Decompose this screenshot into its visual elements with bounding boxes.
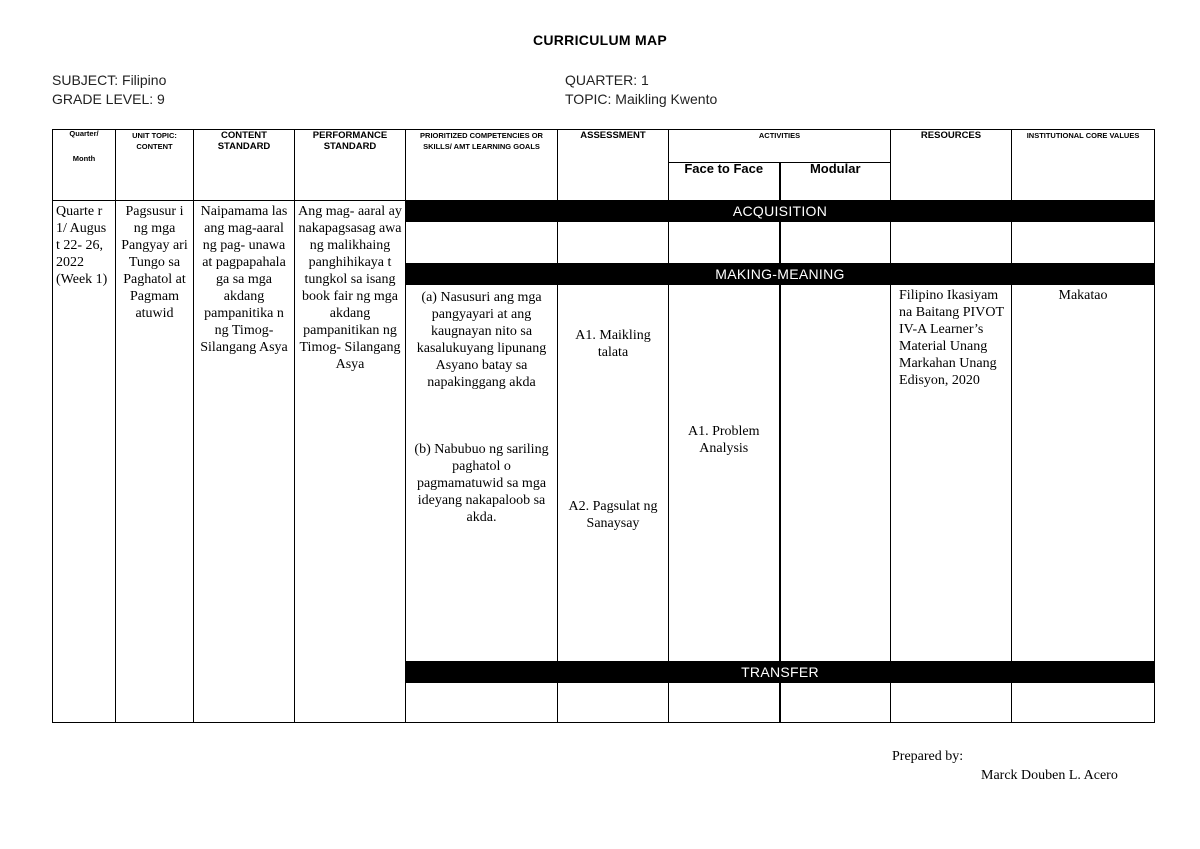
header-resources: RESOURCES [891,130,1012,201]
acq-face-to-face [669,222,780,264]
competency-b: (b) Nabubuo ng sariling paghatol o pagmamatuwid sa mga ideyang nakapaloob sa akda. [414,442,549,525]
acq-resources [891,222,1012,264]
header-performance-standard: PERFORMANCE STANDARD [295,130,406,201]
transfer-core-values [1012,683,1155,723]
assessment-2: A2. Pagsulat ng Sanaysay [568,499,658,531]
transfer-competency [406,683,558,723]
cell-content-standard: Naipamama las ang mag-aaral ng pag- unawa at pagpapahala ga sa mga akdang pampanitika n ng Timog- Silangang Asya [194,201,295,723]
header-activities: ACTIVITIES [669,130,891,163]
meta-left [52,71,166,109]
meta-right [565,71,717,109]
header-content-standard: CONTENT STANDARD [194,130,295,201]
cell-quarter-month: Quarte r 1/ Augus t 22- 26, 2022 (Week 1) [53,201,116,723]
header-modular: Modular [780,163,891,201]
band-making-meaning: MAKING-MEANING [406,264,1155,285]
header-quarter-month [53,130,116,201]
grade-level-line: GRADE LEVEL: 9 [52,91,165,107]
header-assessment: ASSESSMENT [558,130,669,201]
transfer-modular [780,683,891,723]
cell-unit-topic: Pagsusur i ng mga Pangyay ari Tungo sa Paghatol at Pagmam atuwid [116,201,194,723]
acq-assessment [558,222,669,264]
cell-competencies [406,285,558,662]
acq-modular [780,222,891,264]
cell-assessment [558,285,669,662]
quarter-line: QUARTER: 1 [565,72,649,88]
acq-core-values [1012,222,1155,264]
header-quarter-label: Quarter/ [69,129,99,138]
header-unit-topic: UNIT TOPIC: CONTENT [116,130,194,201]
cell-face-to-face [669,285,780,662]
transfer-resources [891,683,1012,723]
cell-core-values: Makatao [1012,285,1155,662]
prepared-by-name: Marck Douben L. Acero [981,768,1118,783]
band-acquisition: ACQUISITION [406,201,1155,222]
competency-a: (a) Nasusuri ang mga pangyayari at ang kaugnayan nito sa kasalukuyang lipunang Asyano batay sa napakinggang akda [416,290,547,390]
header-face-to-face: Face to Face [669,163,780,201]
header-core-values: INSTITUTIONAL CORE VALUES [1012,130,1155,201]
band-transfer: TRANSFER [406,662,1155,683]
topic-line: TOPIC: Maikling Kwento [565,91,718,107]
subject-line: SUBJECT: Filipino [52,72,167,88]
curriculum-map-table [52,129,1155,723]
face-to-face-activity: A1. Problem Analysis [687,424,760,456]
transfer-assessment [558,683,669,723]
prepared-by-label: Prepared by: [892,749,964,764]
cell-performance-standard: Ang mag- aaral ay nakapagsasag awa ng malikhaing panghihikaya t tungkol sa isang book fair ng mga akdang pampanitikan ng Timog- Silangang Asya [295,201,406,723]
cell-modular [780,285,891,662]
acq-competency [406,222,558,264]
transfer-face-to-face [669,683,780,723]
cell-resources: Filipino Ikasiyam na Baitang PIVOT IV-A Learner’s Material Unang Markahan Unang Edisyon, 2020 [891,285,1012,662]
assessment-1: A1. Maikling talata [575,328,651,360]
header-competencies: PRIORITIZED COMPETENCIES OR SKILLS/ AMT LEARNING GOALS [406,130,558,201]
document-title: CURRICULUM MAP [532,32,668,48]
header-month-label: Month [72,154,96,163]
